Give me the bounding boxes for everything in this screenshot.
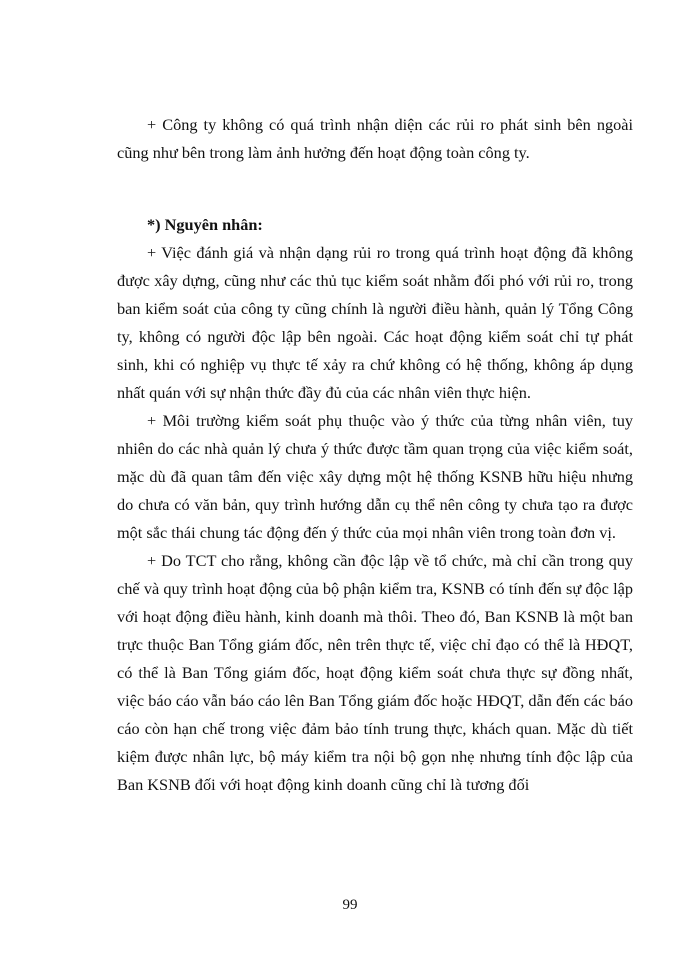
paragraph-independence: + Do TCT cho rằng, không cần độc lập về tổ chức, mà chỉ cần trong quy chế và quy trình hoạt động của bộ phận kiểm tra, KSNB có tính đến sự độc lập với hoạt động điều hành, kinh doanh mà thôi. Theo đó, Ban KSNB là một ban trực thuộc Ban Tổng giám đốc, nên trên thực tế, việc chỉ đạo có thể là HĐQT, có thể là Ban Tổng giám đốc, hoạt động kiểm soát chưa thực sự đồng nhất, việc báo cáo vẫn báo cáo lên Ban Tổng giám đốc hoặc HĐQT, dẫn đến các báo cáo còn hạn chế trong việc đảm bảo tính trung thực, khách quan. Mặc dù tiết kiệm được nhân lực, bộ máy kiểm tra nội bộ gọn nhẹ nhưng tính độc lập của Ban KSNB đối với hoạt động kinh doanh cũng chỉ là tương đối bbox=[117, 551, 633, 794]
section-heading: *) Nguyên nhân: bbox=[147, 215, 263, 234]
intro-section bbox=[117, 111, 633, 167]
intro-paragraph: + Công ty không có quá trình nhận diện các rủi ro phát sinh bên ngoài cũng như bên trong làm ảnh hưởng đến hoạt động toàn công ty. bbox=[117, 115, 633, 162]
paragraph-risk-assessment: + Việc đánh giá và nhận dạng rủi ro trong quá trình hoạt động đã không được xây dựng, cũng như các thủ tục kiểm soát nhằm đối phó với rủi ro, trong ban kiểm soát của công ty cũng chính là người điều hành, quản lý Tổng Công ty, không có người độc lập bên ngoài. Các hoạt động kiểm soát chỉ tự phát sinh, khi có nghiệp vụ thực tế xảy ra chứ không có hệ thống, không áp dụng nhất quán với sự nhận thức đầy đủ của các nhân viên thực hiện. bbox=[117, 243, 633, 402]
page-number: 99 bbox=[342, 897, 358, 913]
paragraph-control-environment: + Môi trường kiểm soát phụ thuộc vào ý thức của từng nhân viên, tuy nhiên do các nhà quản lý chưa ý thức được tầm quan trọng của việc kiểm soát, mặc dù đã quan tâm đến việc xây dựng một hệ thống KSNB hữu hiệu nhưng do chưa có văn bản, quy trình hướng dẫn cụ thể nên công ty chưa tạo ra được một sắc thái chung tác động đến ý thức của mọi nhân viên trong toàn đơn vị. bbox=[117, 411, 633, 542]
causes-section bbox=[117, 211, 633, 799]
